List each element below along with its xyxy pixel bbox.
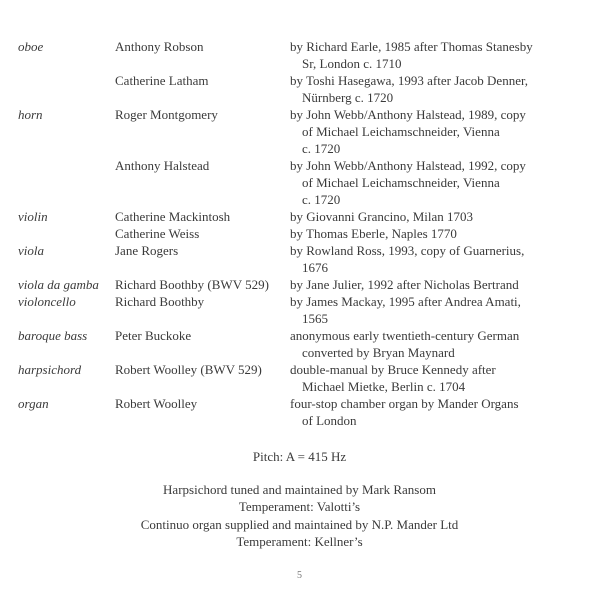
- maker-line: Nürnberg c. 1720: [302, 90, 394, 105]
- maker-line: c. 1720: [302, 141, 341, 156]
- maker-line: anonymous early twentieth-century German: [290, 328, 520, 343]
- instrument-maker: [290, 242, 580, 276]
- instrument-maker: [290, 38, 580, 72]
- credit-row: [0, 225, 599, 242]
- maker-line: Sr, London c. 1710: [302, 56, 402, 71]
- player-name: Richard Boothby (BWV 529): [115, 277, 269, 292]
- pitch-text: Pitch: A = 415 Hz: [252, 449, 347, 464]
- instrument-maker: [290, 157, 580, 208]
- harpsichord-tuning-text: Harpsichord tuned and maintained by Mark Ransom: [163, 482, 436, 497]
- maker-line: by Richard Earle, 1985 after Thomas Stanesby: [290, 39, 533, 54]
- player-name: Jane Rogers: [115, 243, 179, 258]
- page-number: 5: [297, 570, 302, 581]
- credit-row: [0, 72, 599, 106]
- instrument-maker: [290, 293, 580, 327]
- organ-supplier-text: Continuo organ supplied and maintained by N.P. Mander Ltd: [140, 517, 459, 532]
- maker-line: of Michael Leichamschneider, Vienna: [302, 175, 500, 190]
- player-name: Peter Buckoke: [115, 328, 192, 343]
- maker-line: c. 1720: [302, 192, 341, 207]
- maker-line: 1676: [302, 260, 328, 275]
- pitch-note: [0, 448, 599, 465]
- instrument-maker: [290, 72, 580, 106]
- credit-row: [0, 361, 599, 395]
- maker-line: by Toshi Hasegawa, 1993 after Jacob Denner,: [290, 73, 529, 88]
- player-name: Robert Woolley (BWV 529): [115, 362, 262, 377]
- instrument-maker: [290, 327, 580, 361]
- instrument-name: oboe: [18, 39, 44, 54]
- credit-row: [0, 208, 599, 225]
- maker-line: by Jane Julier, 1992 after Nicholas Bertrand: [290, 277, 519, 292]
- instrument-name: baroque bass: [18, 328, 88, 343]
- player-name: Roger Montgomery: [115, 107, 218, 122]
- instrument-name: horn: [18, 107, 43, 122]
- player-name: Robert Woolley: [115, 396, 198, 411]
- credit-row: [0, 157, 599, 208]
- harpsichord-note: [0, 481, 599, 515]
- player-name: Catherine Weiss: [115, 226, 200, 241]
- credit-row: [0, 242, 599, 276]
- instrument-maker: [290, 208, 580, 225]
- maker-line: by Thomas Eberle, Naples 1770: [290, 226, 457, 241]
- maker-line: double-manual by Bruce Kennedy after: [290, 362, 496, 377]
- maker-line: by John Webb/Anthony Halstead, 1992, copy: [290, 158, 526, 173]
- instrument-name: violin: [18, 209, 48, 224]
- maker-line: 1565: [302, 311, 328, 326]
- instrument-maker: [290, 276, 580, 293]
- instrument-name: viola da gamba: [18, 277, 99, 292]
- maker-line: four-stop chamber organ by Mander Organs: [290, 396, 519, 411]
- maker-line: by James Mackay, 1995 after Andrea Amati,: [290, 294, 521, 309]
- maker-line: by Giovanni Grancino, Milan 1703: [290, 209, 474, 224]
- player-name: Anthony Robson: [115, 39, 204, 54]
- instrument-name: violoncello: [18, 294, 76, 309]
- credit-row: [0, 38, 599, 72]
- harpsichord-temperament-text: Temperament: Valotti’s: [238, 499, 361, 514]
- instrument-maker: [290, 225, 580, 242]
- instrument-name: harpsichord: [18, 362, 82, 377]
- maker-line: of Michael Leichamschneider, Vienna: [302, 124, 500, 139]
- instrument-name: viola: [18, 243, 44, 258]
- organ-note: [0, 516, 599, 550]
- maker-line: by Rowland Ross, 1993, copy of Guarnerius,: [290, 243, 525, 258]
- instrument-maker: [290, 361, 580, 395]
- instrument-maker: [290, 106, 580, 157]
- player-name: Catherine Latham: [115, 73, 209, 88]
- maker-line: Michael Mietke, Berlin c. 1704: [302, 379, 466, 394]
- maker-line: of London: [302, 413, 357, 428]
- player-name: Richard Boothby: [115, 294, 205, 309]
- credit-row: [0, 293, 599, 327]
- maker-line: by John Webb/Anthony Halstead, 1989, copy: [290, 107, 526, 122]
- player-name: Catherine Mackintosh: [115, 209, 231, 224]
- organ-temperament-text: Temperament: Kellner’s: [236, 534, 363, 549]
- instrument-credits-list: [0, 38, 599, 429]
- credit-row: [0, 395, 599, 429]
- credit-row: [0, 106, 599, 157]
- player-name: Anthony Halstead: [115, 158, 210, 173]
- instrument-maker: [290, 395, 580, 429]
- instrument-name: organ: [18, 396, 49, 411]
- credit-row: [0, 327, 599, 361]
- maker-line: converted by Bryan Maynard: [302, 345, 455, 360]
- credit-row: [0, 276, 599, 293]
